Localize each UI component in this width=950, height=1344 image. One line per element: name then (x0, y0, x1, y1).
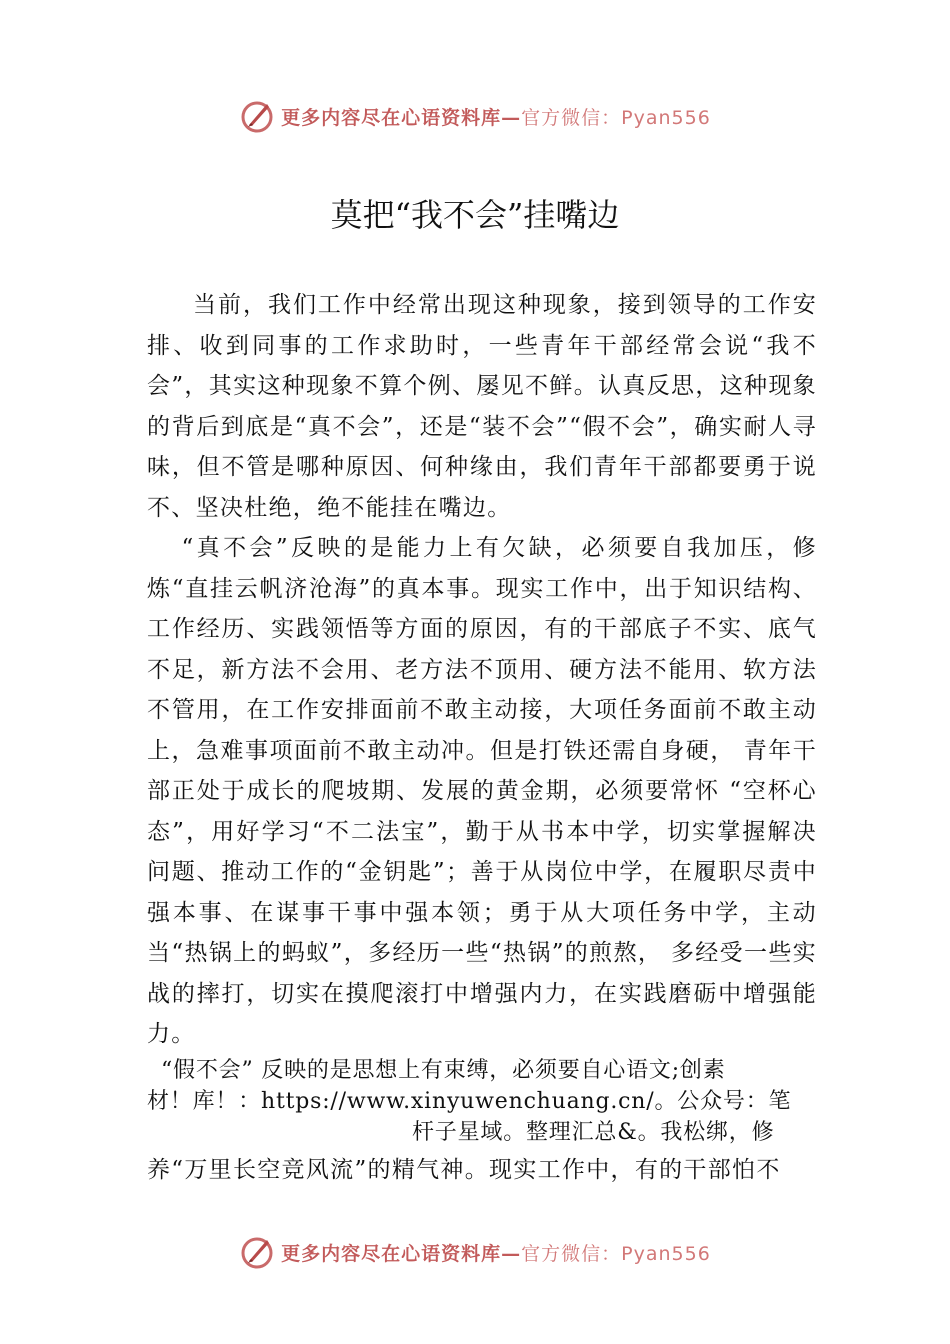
banner-text: 更多内容尽在心语资料库— (281, 106, 522, 129)
paragraph-3: 养“万里长空竞风流”的精气神。现实工作中，有的干部怕不 (147, 1156, 781, 1183)
page-title: 莫把“我不会”挂嘴边 (330, 196, 620, 234)
quill-logo-icon (239, 1234, 275, 1270)
quill-logo-icon (239, 98, 275, 134)
footer-banner (0, 1232, 950, 1272)
banner-wechat: 官方微信：Pyan556 (521, 1242, 711, 1265)
paragraph-1: 当前，我们工作中经常出现这种现象，接到领导的工作安排、收到同事的工作求助时，一些青年干部经常会说“我不会”，其实这种现象不算个例、屡见不鲜。认真反思，这种现象的背后到底是“真不会”，还是“装不会”“假不会”，确实耐人寻味，但不管是哪种原因、何种缘由，我们青年干部都要勇于说不、坚决杜绝，绝不能挂在嘴边。 (147, 292, 817, 521)
promo-line-1: “假不会” 反映的是思想上有束缚，必须要自心语文;创素 (161, 1057, 726, 1083)
promo-line-2: 材！库！：https://www.xinyuwenchuang.cn/。公众号：笔 (147, 1088, 792, 1114)
header-banner (0, 96, 950, 136)
article-body (147, 285, 817, 1190)
paragraph-2: “真不会”反映的是能力上有欠缺，必须要自我加压，修炼“直挂云帆济沧海”的真本事。现实工作中，出于知识结构、工作经历、实践领悟等方面的原因，有的干部底子不实、底气不足，新方法不会用、老方法不顶用、硬方法不能用、软方法不管用，在工作安排面前不敢主动接，大项任务面前不敢主动上，急难事项面前不敢主动冲。但是打铁还需自身硬， 青年干部正处于成长的爬坡期、发展的黄金期，必须要常怀 “空杯心态”，用好学习“不二法宝”，勤于从书本中学，切实掌握解决问题、推动工作的“金钥匙”；善于从岗位中学，在履职尽责中强本事、在谋事干事中强本领；勇于从大项任务中学，主动当“热锅上的蚂蚁”，多经历一些“热锅”的煎熬， 多经受一些实战的摔打，切实在摸爬滚打中增强内力，在实践磨砺中增强能力。 (147, 535, 817, 1047)
banner-text: 更多内容尽在心语资料库— (281, 1242, 522, 1265)
promo-line-3: 杆子星域。整理汇总&。我松绑，修 (412, 1119, 775, 1145)
promo-block (147, 1055, 817, 1148)
banner-wechat: 官方微信：Pyan556 (521, 106, 711, 129)
